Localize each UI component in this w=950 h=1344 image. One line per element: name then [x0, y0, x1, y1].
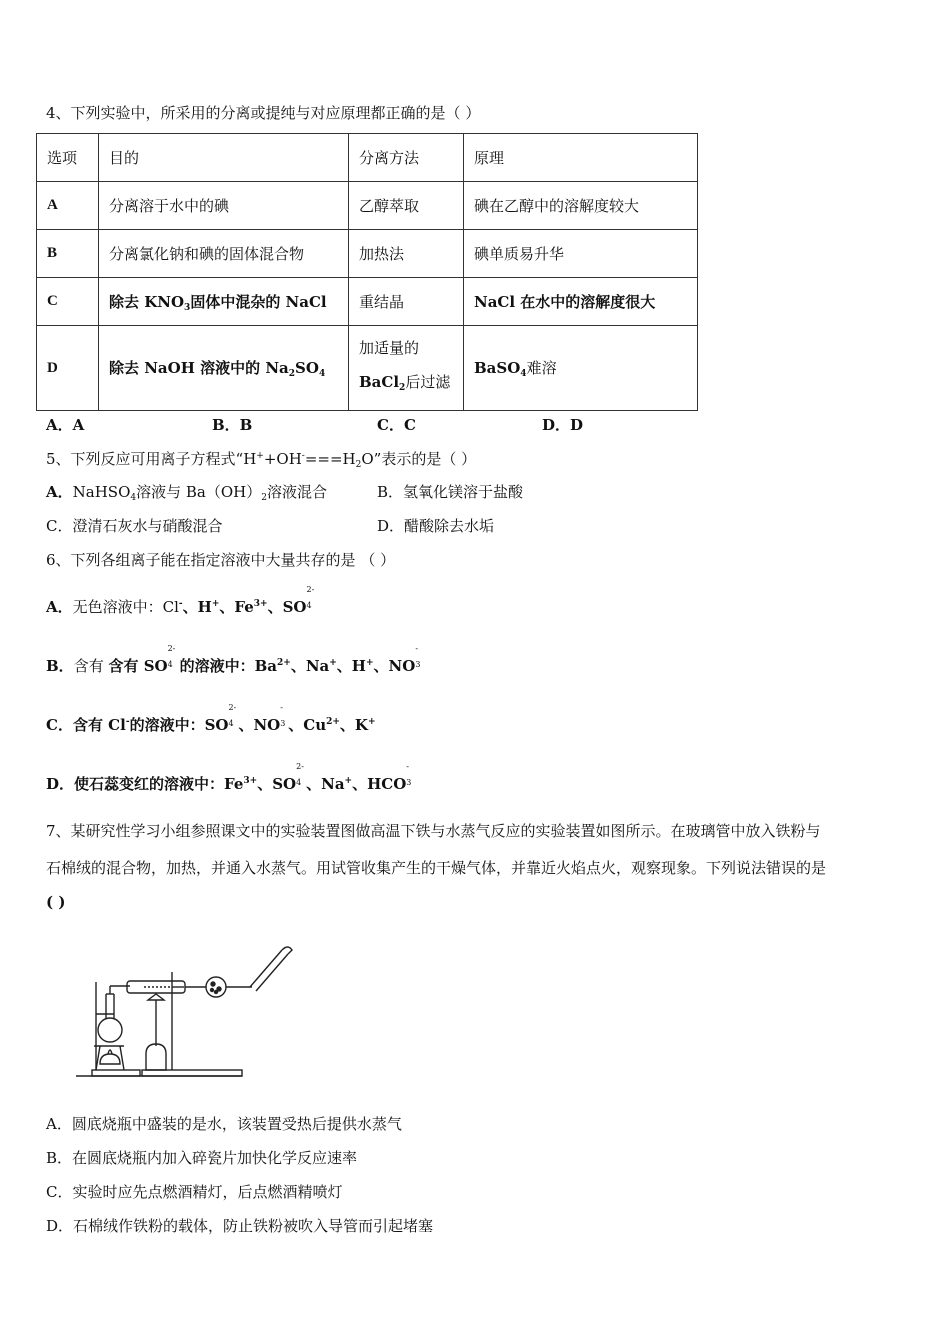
option-text: 、SO	[257, 775, 297, 793]
goal-text: 除去 NaOH 溶液中的 Na	[109, 359, 289, 377]
ion-charge: +	[211, 599, 220, 609]
ion-charge: 3+	[253, 599, 268, 609]
ion-count: 4	[296, 778, 302, 787]
row-goal: 分离溶于水中的碘	[99, 182, 349, 230]
q4-answer-d: D．D	[542, 416, 584, 434]
q4-stem: 4、下列实验中，所采用的分离或提纯与对应原理都正确的是（ ）	[46, 104, 481, 122]
option-text: NaHSO	[72, 483, 131, 501]
principle-text: BaSO	[474, 359, 521, 377]
ion-charge: 2-	[296, 762, 304, 771]
stand-base-left	[92, 1070, 140, 1076]
table-row	[37, 230, 698, 278]
alcohol-lamp	[100, 1054, 120, 1064]
table-header-method: 分离方法	[349, 134, 464, 182]
option-text: 、Na	[306, 775, 345, 793]
q7-option-d: D．石棉绒作铁粉的载体，防止铁粉被吹入导管而引起堵塞	[46, 1217, 434, 1235]
method-line	[359, 365, 453, 405]
q7-option-b: B．在圆底烧瓶内加入碎瓷片加快化学反应速率	[46, 1149, 358, 1167]
collection-tube	[250, 950, 282, 987]
goal-text: 除去 KNO	[109, 292, 185, 311]
row-principle: 碘在乙醇中的溶解度较大	[464, 182, 698, 230]
row-goal: 分离氯化钠和碘的固体混合物	[99, 230, 349, 278]
ion-count: 3	[280, 719, 286, 728]
option-sub: 2	[261, 493, 267, 503]
ion-charge: 2-	[228, 703, 237, 712]
row-principle	[464, 326, 698, 411]
blast-lamp	[146, 1044, 166, 1070]
sulfate-ion	[129, 703, 237, 735]
q7-option-a: A．圆底烧瓶中盛装的是水，该装置受热后提供水蒸气	[46, 1115, 402, 1133]
q5-stem-text: +OH	[263, 450, 302, 468]
q5-stem	[46, 448, 476, 470]
option-label: A．	[46, 483, 73, 501]
q7-option-c: C．实验时应先点燃酒精灯，后点燃酒精喷灯	[46, 1183, 343, 1201]
table-header-goal: 目的	[99, 134, 349, 182]
q5-option-c: C．澄清石灰水与硝酸混合	[46, 517, 223, 535]
option-text: 、Fe	[219, 598, 254, 616]
ion-charge: 2+	[326, 717, 340, 727]
row-principle: 碘单质易升华	[464, 230, 698, 278]
q5-sup: +	[256, 451, 264, 461]
row-option: B	[37, 230, 99, 278]
q5-stem-text: ===H	[304, 450, 356, 468]
option-text: 、HCO	[352, 775, 407, 793]
ion-charge: +	[367, 717, 376, 727]
round-bottom-flask	[98, 1018, 122, 1042]
option-text: 的溶液中：Ba	[179, 657, 277, 675]
apparatus-diagram	[72, 936, 307, 1081]
goal-text: 固体中混杂的 NaCl	[190, 292, 327, 311]
ion-charge: +	[365, 658, 374, 668]
lamp-flame	[148, 994, 164, 1000]
option-text: 、K	[339, 716, 368, 734]
option-label: B．	[46, 657, 74, 675]
option-text: 使石蕊变红的溶液中：Fe	[74, 775, 244, 793]
ion-charge: -	[406, 762, 409, 771]
table-row	[37, 278, 698, 326]
row-principle: NaCl 在水中的溶解度很大	[464, 278, 698, 326]
ion-charge: 2-	[306, 585, 315, 594]
row-goal	[99, 278, 349, 326]
row-option: A	[37, 182, 99, 230]
option-text: 无色溶液中：Cl	[72, 598, 179, 616]
option-text: 、H	[336, 657, 366, 675]
q5-sup: -	[301, 451, 305, 461]
q5-option-a	[46, 481, 327, 503]
q6-stem: 6、下列各组离子能在指定溶液中大量共存的是 （ ）	[46, 551, 396, 569]
table-header-row	[37, 134, 698, 182]
option-text: 、Na	[290, 657, 330, 675]
option-text: 、SO	[267, 598, 307, 616]
ion-charge: -	[125, 717, 130, 727]
goal-subscript: 4	[318, 369, 326, 379]
method-text: 后过滤	[405, 373, 451, 391]
ion-charge: 3+	[243, 776, 258, 786]
ion-charge: +	[344, 776, 353, 786]
q5-sub: 2	[355, 460, 362, 470]
option-label: C．	[46, 716, 73, 734]
row-method: 乙醇萃取	[349, 182, 464, 230]
table-header-option: 选项	[37, 134, 99, 182]
q4-table	[36, 133, 698, 411]
method-subscript: 2	[399, 383, 406, 393]
ion-charge: 2+	[277, 658, 291, 668]
principle-text: 难溶	[526, 359, 557, 377]
principle-subscript: 4	[520, 369, 527, 379]
row-goal	[99, 326, 349, 411]
q5-stem-text: 5、下列反应可用离子方程式“H	[46, 450, 257, 468]
ion-charge: -	[415, 644, 419, 653]
sulfate-ion	[267, 585, 315, 617]
q4-answer-c: C．C	[377, 416, 416, 434]
row-method: 加热法	[349, 230, 464, 278]
option-label: A．	[46, 598, 73, 616]
bicarbonate-ion	[352, 762, 412, 794]
nitrate-ion	[238, 703, 286, 735]
table-row	[37, 182, 698, 230]
row-method	[349, 326, 464, 411]
method-line: 加适量的	[359, 339, 420, 357]
option-text: 、NO	[238, 716, 281, 734]
q6-option-d	[46, 762, 412, 794]
option-text: 含有 SO	[108, 657, 168, 675]
goal-text: SO	[295, 359, 319, 377]
row-option: C	[37, 278, 99, 326]
option-text: 、NO	[373, 657, 416, 675]
ion-count: 4	[228, 719, 234, 728]
ion-count: 4	[167, 660, 173, 669]
sulfate-ion	[257, 762, 304, 794]
option-text: 溶液混合	[266, 483, 327, 501]
option-text: 、H	[182, 598, 212, 616]
ion-count: 3	[406, 778, 412, 787]
q4-answer-b: B．B	[212, 416, 253, 434]
q5-stem-text: O”表示的是（ ）	[361, 450, 477, 468]
row-option: D	[37, 326, 99, 411]
q5-option-b: B．氢氧化镁溶于盐酸	[377, 483, 524, 501]
option-text: 的溶液中：SO	[129, 716, 229, 734]
ion-charge: -	[178, 599, 183, 609]
q6-option-c	[46, 703, 376, 735]
option-text: 溶液与 Ba（OH）	[136, 483, 262, 501]
ion-charge: +	[329, 658, 337, 668]
ion-count: 3	[415, 660, 421, 669]
option-label: D．	[46, 775, 75, 793]
table-header-principle: 原理	[464, 134, 698, 182]
option-text: 、Cu	[288, 716, 327, 734]
ion-count: 4	[306, 601, 312, 610]
option-sub: 4	[130, 493, 137, 503]
row-method: 重结晶	[349, 278, 464, 326]
ion-charge: -	[280, 703, 283, 712]
q6-option-b	[46, 644, 421, 676]
goal-subscript: 2	[288, 369, 296, 379]
q4-answer-a: A．A	[46, 416, 85, 434]
q7-stem-line3: ( )	[46, 893, 66, 911]
nitrate-ion	[373, 644, 421, 676]
sulfate-ion	[108, 644, 176, 676]
stand-base-right	[142, 1070, 242, 1076]
ion-charge: 2-	[167, 644, 176, 653]
q7-stem-line2: 石棉绒的混合物，加热，并通入水蒸气。用试管收集产生的干燥气体，并靠近火焰点火，观察现象。下列说法错误的是	[46, 859, 827, 877]
method-text: BaCl	[359, 373, 400, 391]
goal-subscript: 3	[184, 302, 191, 313]
option-text: 含有 Cl	[72, 716, 126, 734]
q5-option-d: D．醋酸除去水垢	[377, 517, 495, 535]
option-text: 含有	[73, 657, 109, 675]
table-row	[37, 326, 698, 411]
q6-option-a	[46, 585, 315, 617]
q7-stem-line1: 7、某研究性学习小组参照课文中的实验装置图做高温下铁与水蒸气反应的实验装置如图所示。在玻璃管中放入铁粉与	[46, 822, 821, 840]
